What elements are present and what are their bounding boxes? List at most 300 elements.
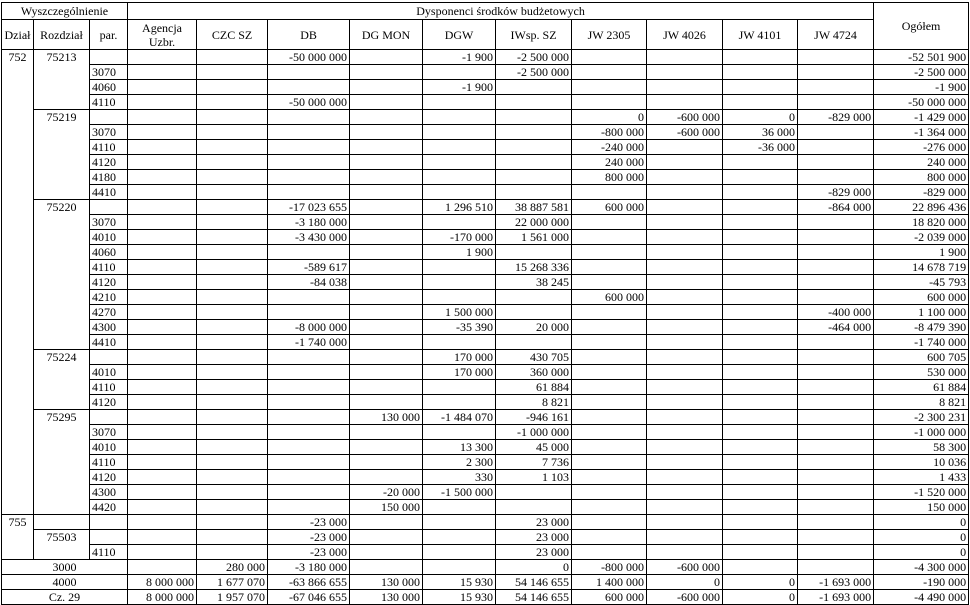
cell-value: -1 484 070	[423, 410, 496, 425]
cell-value	[798, 245, 874, 260]
cell-par: 4120	[90, 470, 128, 485]
cell-value	[647, 275, 723, 290]
cell-value	[268, 365, 350, 380]
cell-value: -23 000	[268, 515, 350, 530]
summary-value	[723, 560, 798, 575]
cell-value	[798, 515, 874, 530]
cell-value	[423, 140, 496, 155]
cell-par: 4210	[90, 290, 128, 305]
cell-value	[268, 455, 350, 470]
cell-par	[90, 50, 128, 65]
cell-value: 18 820 000	[874, 215, 969, 230]
summary-value: -1 693 000	[798, 575, 874, 590]
cell-dzial	[2, 185, 34, 200]
cell-dzial	[2, 95, 34, 110]
cell-value	[350, 320, 423, 335]
header-total: Ogółem	[874, 3, 969, 50]
cell-value: 600 000	[572, 290, 647, 305]
cell-rozdzial	[34, 275, 90, 290]
table-row	[2, 335, 969, 350]
cell-value	[423, 425, 496, 440]
cell-dzial: 752	[2, 50, 34, 65]
cell-value	[128, 395, 197, 410]
cell-value	[572, 395, 647, 410]
summary-value	[423, 560, 496, 575]
cell-rozdzial: 75295	[34, 410, 90, 425]
cell-par: 4120	[90, 275, 128, 290]
summary-value: -190 000	[874, 575, 969, 590]
cell-value	[350, 140, 423, 155]
cell-dzial	[2, 155, 34, 170]
cell-value	[572, 335, 647, 350]
table-row	[2, 470, 969, 485]
cell-value	[798, 470, 874, 485]
cell-value	[647, 455, 723, 470]
cell-dzial	[2, 395, 34, 410]
cell-value	[128, 65, 197, 80]
cell-value: 7 736	[496, 455, 572, 470]
cell-value	[350, 170, 423, 185]
cell-par	[90, 110, 128, 125]
cell-value: -1 740 000	[268, 335, 350, 350]
table-row	[2, 95, 969, 110]
cell-value: 1 500 000	[423, 305, 496, 320]
cell-value: 430 705	[496, 350, 572, 365]
table-row	[2, 260, 969, 275]
cell-rozdzial: 75224	[34, 350, 90, 365]
cell-value	[798, 170, 874, 185]
cell-value	[647, 215, 723, 230]
cell-value	[423, 275, 496, 290]
cell-value: 38 887 581	[496, 200, 572, 215]
header-jw-4724: JW 4724	[798, 20, 874, 50]
cell-value: -2 500 000	[496, 50, 572, 65]
cell-value	[572, 380, 647, 395]
cell-value: 1 900	[423, 245, 496, 260]
cell-value	[197, 530, 268, 545]
cell-value	[350, 290, 423, 305]
cell-value	[496, 500, 572, 515]
cell-rozdzial	[34, 380, 90, 395]
cell-value	[723, 80, 798, 95]
cell-value	[197, 305, 268, 320]
cell-value	[423, 515, 496, 530]
cell-value	[647, 350, 723, 365]
cell-value	[197, 185, 268, 200]
cell-value	[572, 215, 647, 230]
summary-label: 4000	[2, 575, 128, 590]
cell-value	[128, 260, 197, 275]
header-group-left: Wyszczególnienie	[2, 3, 128, 20]
cell-value	[268, 485, 350, 500]
summary-value: -800 000	[572, 560, 647, 575]
cell-value	[572, 440, 647, 455]
cell-par: 4010	[90, 365, 128, 380]
cell-value: 61 884	[496, 380, 572, 395]
summary-value: 1 677 070	[197, 575, 268, 590]
cell-value	[647, 485, 723, 500]
cell-value	[268, 350, 350, 365]
cell-value	[647, 230, 723, 245]
cell-value	[798, 230, 874, 245]
cell-value	[350, 215, 423, 230]
summary-value	[350, 560, 423, 575]
cell-value	[197, 500, 268, 515]
cell-value	[647, 50, 723, 65]
cell-value	[572, 185, 647, 200]
cell-value	[723, 65, 798, 80]
cell-rozdzial	[34, 500, 90, 515]
cell-value: -589 617	[268, 260, 350, 275]
cell-value	[647, 185, 723, 200]
cell-value	[197, 545, 268, 560]
table-row	[2, 140, 969, 155]
cell-dzial	[2, 80, 34, 95]
cell-value: 36 000	[723, 125, 798, 140]
cell-rozdzial: 75503	[34, 530, 90, 545]
cell-value	[647, 260, 723, 275]
cell-value: 330	[423, 470, 496, 485]
cell-value	[350, 200, 423, 215]
cell-value: -1 364 000	[874, 125, 969, 140]
table-row	[2, 500, 969, 515]
cell-value	[350, 155, 423, 170]
cell-value	[647, 245, 723, 260]
header-dgw: DGW	[423, 20, 496, 50]
cell-value	[572, 260, 647, 275]
cell-value	[197, 110, 268, 125]
cell-value	[350, 305, 423, 320]
cell-value	[128, 440, 197, 455]
cell-dzial	[2, 485, 34, 500]
cell-value	[798, 545, 874, 560]
cell-value	[496, 485, 572, 500]
table-row	[2, 110, 969, 125]
cell-par	[90, 515, 128, 530]
cell-value	[350, 425, 423, 440]
cell-value	[350, 515, 423, 530]
cell-dzial	[2, 170, 34, 185]
cell-value	[268, 305, 350, 320]
header-dg-mon: DG MON	[350, 20, 423, 50]
cell-value	[197, 425, 268, 440]
cell-rozdzial: 75220	[34, 200, 90, 215]
cell-dzial	[2, 320, 34, 335]
cell-value	[496, 155, 572, 170]
cell-value	[723, 185, 798, 200]
cell-value	[496, 140, 572, 155]
cell-value	[128, 185, 197, 200]
table-row	[2, 50, 969, 65]
cell-value	[798, 50, 874, 65]
cell-value	[197, 65, 268, 80]
cell-value	[798, 335, 874, 350]
header-jw-4026: JW 4026	[647, 20, 723, 50]
cell-value: 61 884	[874, 380, 969, 395]
cell-value	[798, 500, 874, 515]
cell-rozdzial	[34, 65, 90, 80]
cell-value	[268, 380, 350, 395]
table-row	[2, 380, 969, 395]
cell-value	[647, 170, 723, 185]
cell-dzial	[2, 140, 34, 155]
cell-value	[350, 50, 423, 65]
cell-value	[723, 410, 798, 425]
cell-value	[268, 170, 350, 185]
summary-value: 15 930	[423, 575, 496, 590]
cell-value	[423, 185, 496, 200]
table-row	[2, 530, 969, 545]
cell-value	[128, 485, 197, 500]
cell-dzial	[2, 305, 34, 320]
cell-rozdzial	[34, 215, 90, 230]
summary-value: 54 146 655	[496, 590, 572, 605]
cell-value	[268, 500, 350, 515]
cell-value	[647, 305, 723, 320]
cell-value: -829 000	[798, 185, 874, 200]
cell-dzial	[2, 125, 34, 140]
header-iwsp-sz: IWsp. SZ	[496, 20, 572, 50]
cell-value: -1 900	[874, 80, 969, 95]
cell-value: -240 000	[572, 140, 647, 155]
table-row	[2, 515, 969, 530]
cell-value	[197, 50, 268, 65]
table-body	[2, 50, 969, 605]
cell-value: -1 000 000	[496, 425, 572, 440]
cell-value	[350, 440, 423, 455]
cell-rozdzial	[34, 425, 90, 440]
cell-value	[572, 530, 647, 545]
cell-value	[798, 65, 874, 80]
cell-value	[268, 140, 350, 155]
cell-value	[197, 470, 268, 485]
header-jw-4101: JW 4101	[723, 20, 798, 50]
cell-value: 14 678 719	[874, 260, 969, 275]
cell-value	[798, 215, 874, 230]
cell-par: 4420	[90, 500, 128, 515]
cell-value	[647, 290, 723, 305]
header-jw-2305: JW 2305	[572, 20, 647, 50]
cell-dzial	[2, 65, 34, 80]
cell-value	[423, 290, 496, 305]
cell-value	[197, 290, 268, 305]
cell-dzial	[2, 200, 34, 215]
cell-par: 4110	[90, 95, 128, 110]
cell-value	[197, 515, 268, 530]
summary-value: 0	[723, 590, 798, 605]
cell-value	[268, 395, 350, 410]
cell-value	[268, 410, 350, 425]
cell-value	[798, 95, 874, 110]
cell-value	[197, 275, 268, 290]
summary-value: 54 146 655	[496, 575, 572, 590]
cell-value	[197, 260, 268, 275]
cell-value	[572, 365, 647, 380]
cell-value: 1 561 000	[496, 230, 572, 245]
cell-value	[647, 65, 723, 80]
cell-value	[798, 455, 874, 470]
cell-dzial	[2, 455, 34, 470]
summary-value: 130 000	[350, 590, 423, 605]
cell-value: 600 705	[874, 350, 969, 365]
cell-dzial	[2, 215, 34, 230]
summary-value: 0	[496, 560, 572, 575]
cell-value	[128, 350, 197, 365]
cell-value: 360 000	[496, 365, 572, 380]
cell-value	[496, 125, 572, 140]
cell-value	[496, 110, 572, 125]
cell-value: 22 896 436	[874, 200, 969, 215]
cell-value	[128, 365, 197, 380]
cell-value	[350, 455, 423, 470]
cell-value	[128, 410, 197, 425]
cell-value	[723, 305, 798, 320]
cell-value	[423, 530, 496, 545]
cell-value: -1 900	[423, 50, 496, 65]
cell-value	[572, 50, 647, 65]
summary-value: -63 866 655	[268, 575, 350, 590]
cell-value: 20 000	[496, 320, 572, 335]
cell-value	[647, 365, 723, 380]
cell-value	[197, 230, 268, 245]
cell-value	[268, 290, 350, 305]
cell-value	[798, 260, 874, 275]
cell-value	[350, 110, 423, 125]
cell-par: 4120	[90, 155, 128, 170]
cell-value: 13 300	[423, 440, 496, 455]
cell-value: -276 000	[874, 140, 969, 155]
summary-value: 15 930	[423, 590, 496, 605]
cell-dzial	[2, 410, 34, 425]
cell-value: -50 000 000	[268, 95, 350, 110]
table-row	[2, 245, 969, 260]
cell-value	[572, 410, 647, 425]
cell-value	[128, 200, 197, 215]
cell-value: -829 000	[798, 110, 874, 125]
cell-par: 4410	[90, 185, 128, 200]
summary-row	[2, 590, 969, 605]
cell-par: 4120	[90, 395, 128, 410]
cell-value	[350, 260, 423, 275]
table-row	[2, 545, 969, 560]
cell-value	[723, 215, 798, 230]
cell-value	[128, 110, 197, 125]
cell-value	[423, 95, 496, 110]
cell-value	[128, 335, 197, 350]
budget-table	[1, 2, 969, 605]
cell-value	[197, 350, 268, 365]
cell-value	[423, 260, 496, 275]
cell-dzial	[2, 275, 34, 290]
cell-value	[128, 140, 197, 155]
cell-value	[723, 260, 798, 275]
cell-value	[268, 65, 350, 80]
cell-par: 3070	[90, 65, 128, 80]
cell-value	[197, 80, 268, 95]
table-row	[2, 455, 969, 470]
cell-value: -1 000 000	[874, 425, 969, 440]
cell-value	[798, 125, 874, 140]
cell-value	[572, 350, 647, 365]
cell-par: 4110	[90, 260, 128, 275]
cell-value: -1 740 000	[874, 335, 969, 350]
cell-dzial	[2, 545, 34, 560]
cell-value	[723, 545, 798, 560]
cell-rozdzial	[34, 470, 90, 485]
cell-value	[572, 425, 647, 440]
cell-value	[723, 290, 798, 305]
cell-value	[723, 230, 798, 245]
cell-value	[723, 155, 798, 170]
cell-value	[350, 230, 423, 245]
cell-value	[197, 410, 268, 425]
cell-value	[423, 170, 496, 185]
cell-dzial	[2, 110, 34, 125]
cell-value: -1 900	[423, 80, 496, 95]
table-header	[2, 3, 969, 50]
cell-dzial	[2, 500, 34, 515]
cell-value: 58 300	[874, 440, 969, 455]
cell-value	[723, 485, 798, 500]
cell-value	[197, 140, 268, 155]
cell-value	[723, 530, 798, 545]
cell-par	[90, 200, 128, 215]
table-row	[2, 305, 969, 320]
cell-value	[197, 215, 268, 230]
cell-value: 1 100 000	[874, 305, 969, 320]
cell-value	[268, 440, 350, 455]
cell-value: 240 000	[874, 155, 969, 170]
header-rozdzial: Rozdział	[34, 20, 90, 50]
cell-value	[647, 500, 723, 515]
cell-value: 1 433	[874, 470, 969, 485]
cell-par: 4110	[90, 545, 128, 560]
summary-value: -1 693 000	[798, 590, 874, 605]
cell-dzial	[2, 230, 34, 245]
cell-value	[423, 395, 496, 410]
cell-value	[350, 365, 423, 380]
cell-value	[798, 380, 874, 395]
cell-rozdzial	[34, 155, 90, 170]
cell-value	[723, 335, 798, 350]
cell-value: -23 000	[268, 530, 350, 545]
cell-value	[572, 500, 647, 515]
cell-value	[723, 50, 798, 65]
cell-par: 3070	[90, 425, 128, 440]
cell-value	[197, 485, 268, 500]
cell-value	[572, 545, 647, 560]
table-row	[2, 350, 969, 365]
cell-value: 150 000	[350, 500, 423, 515]
cell-value	[647, 155, 723, 170]
table-row	[2, 65, 969, 80]
cell-value	[723, 350, 798, 365]
summary-value	[798, 560, 874, 575]
summary-value: -600 000	[647, 560, 723, 575]
cell-value: -36 000	[723, 140, 798, 155]
cell-rozdzial	[34, 230, 90, 245]
cell-value	[647, 425, 723, 440]
cell-value	[647, 320, 723, 335]
cell-rozdzial	[34, 95, 90, 110]
cell-value: -946 161	[496, 410, 572, 425]
cell-value	[197, 200, 268, 215]
cell-par: 4010	[90, 440, 128, 455]
table-row	[2, 440, 969, 455]
summary-value: -4 490 000	[874, 590, 969, 605]
cell-value	[647, 515, 723, 530]
cell-value: 8 821	[874, 395, 969, 410]
